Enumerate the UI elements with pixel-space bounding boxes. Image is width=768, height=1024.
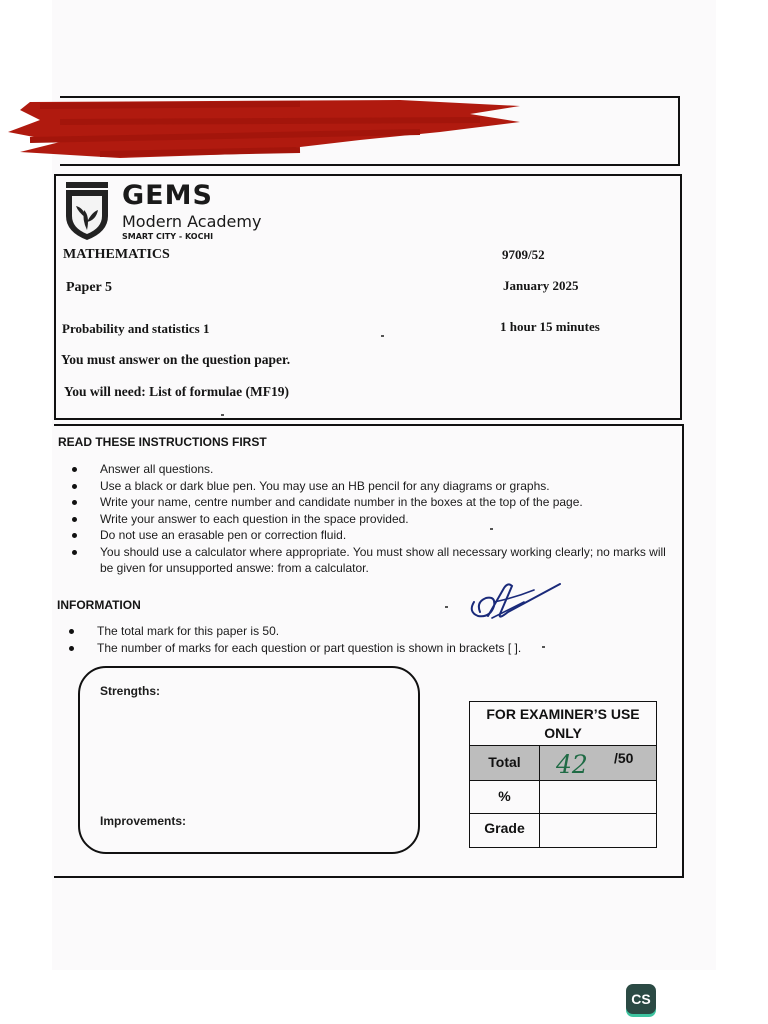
scan-speck	[445, 606, 448, 608]
total-max: /50	[614, 750, 634, 766]
school-logo	[64, 180, 264, 244]
syllabus-code: 9709/52	[502, 247, 545, 262]
scan-speck	[490, 528, 493, 530]
list-item: Use a black or dark blue pen. You may use an HB pencil for any diagrams or graphs.	[62, 478, 672, 495]
examiner-signature	[464, 572, 564, 626]
list-item: You should use a calculator where appropriate. You must show all necessary working clearly; no marks will be given for unsupported answe⁠: from a calculator.	[62, 544, 672, 577]
percent-row	[470, 781, 656, 814]
total-label: Total	[470, 746, 540, 780]
duration: 1 hour 15 minutes	[500, 319, 600, 334]
instructions-list	[62, 461, 672, 577]
list-item: The total mark for this paper is 50.	[59, 623, 619, 640]
materials-note: You will need: List of formulae (MF19)	[64, 384, 289, 399]
improvements-label: Improvements:	[100, 814, 187, 828]
grade-label: Grade	[470, 814, 540, 847]
exam-date: January 2025	[503, 278, 579, 293]
school-name: GEMS	[122, 180, 213, 211]
information-title: INFORMATION	[57, 598, 141, 612]
list-item: Write your answer to each question in the space provided.	[62, 511, 672, 528]
percent-label: %	[470, 781, 540, 813]
scan-speck	[542, 646, 545, 648]
redaction-scribble	[0, 92, 530, 172]
strengths-label: Strengths:	[100, 684, 160, 698]
total-row	[470, 746, 656, 781]
examiner-table-title: FOR EXAMINER’S USE ONLY	[470, 702, 656, 746]
paper-number: Paper 5	[66, 280, 113, 295]
scan-speck	[221, 414, 224, 416]
paper-header	[54, 174, 682, 420]
shield-icon	[64, 182, 110, 242]
subject: MATHEMATICS	[63, 247, 170, 262]
list-item: Write your name, centre number and candidate number in the boxes at the top of the page.	[62, 494, 672, 511]
school-subname: Modern Academy	[122, 212, 262, 231]
component-title: Probability and statistics 1	[62, 321, 210, 336]
list-item: The number of marks for each question or part question is shown in brackets [ ].	[59, 640, 619, 657]
list-item: Answer all questions.	[62, 461, 672, 478]
information-list	[59, 623, 619, 656]
instructions-title: READ THESE INSTRUCTIONS FIRST	[58, 435, 267, 449]
feedback-box	[78, 666, 420, 854]
grade-row	[470, 814, 656, 847]
examiner-use-table	[469, 701, 657, 848]
school-location: SMART CITY - KOCHI	[122, 232, 214, 241]
scan-speck	[381, 335, 384, 337]
answer-note: You must answer on the question paper.	[61, 352, 291, 367]
list-item: Do not use an erasable pen or correction fluid.	[62, 527, 672, 544]
camscanner-badge: CS	[626, 984, 656, 1014]
total-score: 42	[556, 750, 588, 779]
